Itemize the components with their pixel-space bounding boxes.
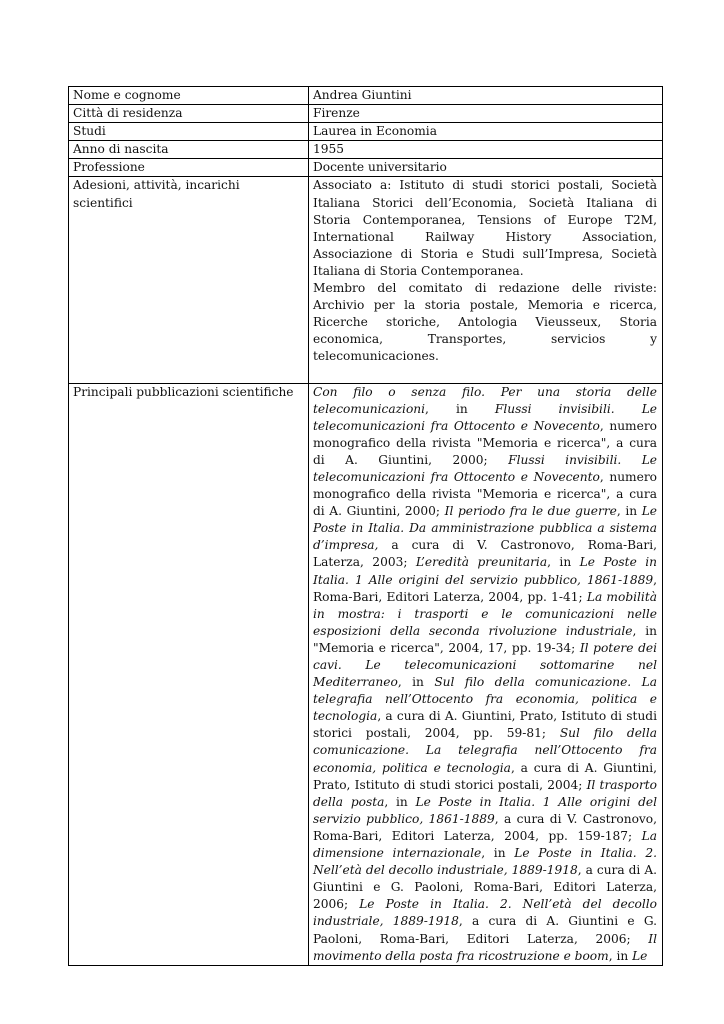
publication-text: , in	[397, 675, 435, 690]
table-row	[69, 177, 663, 383]
publication-text: , in	[425, 401, 495, 416]
publication-text: , a cura di A. Giuntini, Prato, Istituto di studi storici postali, 2004, pp. 59-81;	[313, 709, 657, 741]
label-pubblicazioni: Principali pubblicazioni scientifiche	[69, 383, 309, 965]
publication-text: , numero monografico della rivista "Memoria e ricerca", a cura di A. Giuntini, 2000;	[313, 418, 657, 467]
table-row	[69, 105, 663, 123]
cv-table	[68, 86, 663, 966]
publication-text: a cura di V. Castronovo, Roma-Bari, Laterza, 2003;	[313, 538, 657, 570]
adesioni-associato: Associato a: Istituto di studi storici postali, Società Italiana Storici dell’Economia, Società Italiana di Storia Contemporanea, Tensions of Europe T2M, International Railway History Association, Associazione di Storia e Studi sull’Impresa, Società Italiana di Storia Contemporanea.	[313, 178, 657, 278]
table-row	[69, 87, 663, 105]
value-pubblicazioni	[309, 383, 663, 965]
publication-text: , a cura di V. Castronovo, Roma-Bari, Editori Laterza, 2004, pp. 159-187;	[313, 811, 658, 843]
cell-spacer	[313, 366, 657, 383]
value-professione: Docente universitario	[309, 159, 663, 177]
publication-title: Le Poste in Italia. 1 Alle origini del servizio pubblico, 1861-1889	[313, 555, 657, 587]
publication-title: Con filo o senza filo. Per una storia delle telecomunicazioni	[313, 384, 657, 416]
value-anno: 1955	[309, 141, 663, 159]
publication-title: La mobilità in mostra: i trasporti e le comunicazioni nelle esposizioni della seconda rivoluzione industriale	[313, 589, 657, 638]
table-row	[69, 383, 663, 965]
label-citta: Città di residenza	[69, 105, 309, 123]
publication-title: Le Poste in Italia. Da amministrazione pubblica a sistema d’impresa,	[313, 504, 657, 553]
publication-text: , in	[616, 504, 642, 519]
publication-title: L’eredità preunitaria	[415, 555, 548, 570]
publication-text: , in	[547, 555, 580, 570]
label-anno: Anno di nascita	[69, 141, 309, 159]
table-row	[69, 141, 663, 159]
table-row	[69, 159, 663, 177]
value-adesioni	[309, 177, 663, 383]
value-studi: Laurea in Economia	[309, 123, 663, 141]
publication-title: Flussi invisibili. Le telecomunicazioni fra Ottocento e Novecento	[313, 401, 658, 433]
publication-title: Le Poste in Italia. 1 Alle origini del servizio pubblico, 1861-1889	[313, 794, 657, 826]
label-nome: Nome e cognome	[69, 87, 309, 105]
publication-title: Le Poste in Italia. 2. Nell’età del decollo industriale, 1889-1918	[313, 897, 657, 929]
publication-text: , Roma-Bari, Editori Laterza, 2004, pp. 1-41;	[313, 572, 657, 604]
publication-title: Flussi invisibili. Le telecomunicazioni fra Ottocento e Novecento	[313, 452, 658, 484]
publication-text: , in	[384, 794, 416, 809]
publication-text: , numero monografico della rivista "Memoria e ricerca", a cura di A. Giuntini, 2000;	[313, 469, 657, 519]
publication-title: La dimensione internazionale	[313, 828, 657, 861]
value-citta: Firenze	[309, 105, 663, 123]
publication-title: Il periodo fra le due guerre	[444, 504, 617, 519]
publication-title: Il potere dei cavi. Le telecomunicazioni sottomarine nel Mediterraneo	[313, 640, 657, 690]
adesioni-membro: Membro del comitato di redazione delle riviste: Archivio per la storia postale, Memoria e ricerca, Ricerche storiche, Antologia Vieusseux, Storia economica, Transportes, servicios y telecomunicaciones.	[313, 281, 657, 364]
publication-text: , in "Memoria e ricerca", 2004, 17, pp. 19-34;	[313, 623, 657, 655]
publication-text: , in	[481, 846, 515, 861]
publication-title: Le Poste in Italia. 2. Nell’età del decollo industriale, 1889-1918	[313, 846, 657, 878]
table-row	[69, 123, 663, 141]
publication-text: , a cura di A. Giuntini e G. Paoloni, Roma-Bari, Editori Laterza, 2006;	[313, 863, 657, 912]
publication-text: , a cura di A. Giuntini e G. Paoloni, Roma-Bari, Editori Laterza, 2006;	[313, 914, 657, 946]
publication-title: Sul filo della comunicazione. La telegrafia nell’Ottocento fra economia, politica e tecnologia	[313, 726, 657, 775]
publication-title: Le	[632, 948, 648, 963]
publication-title: Sul filo della comunicazione. La telegrafia nell’Ottocento fra economia, politica e tecnologia	[313, 675, 657, 724]
publication-text: , a cura di A. Giuntini, Prato, Istituto di studi storici postali, 2004;	[313, 760, 657, 792]
value-nome: Andrea Giuntini	[309, 87, 663, 105]
publication-text: , in	[608, 948, 633, 963]
publication-title: Il trasporto della posta	[313, 777, 658, 809]
label-studi: Studi	[69, 123, 309, 141]
label-adesioni: Adesioni, attività, incarichi scientifici	[69, 177, 309, 383]
label-professione: Professione	[69, 159, 309, 177]
publication-title: Il movimento della posta fra ricostruzione e boom	[313, 931, 657, 963]
